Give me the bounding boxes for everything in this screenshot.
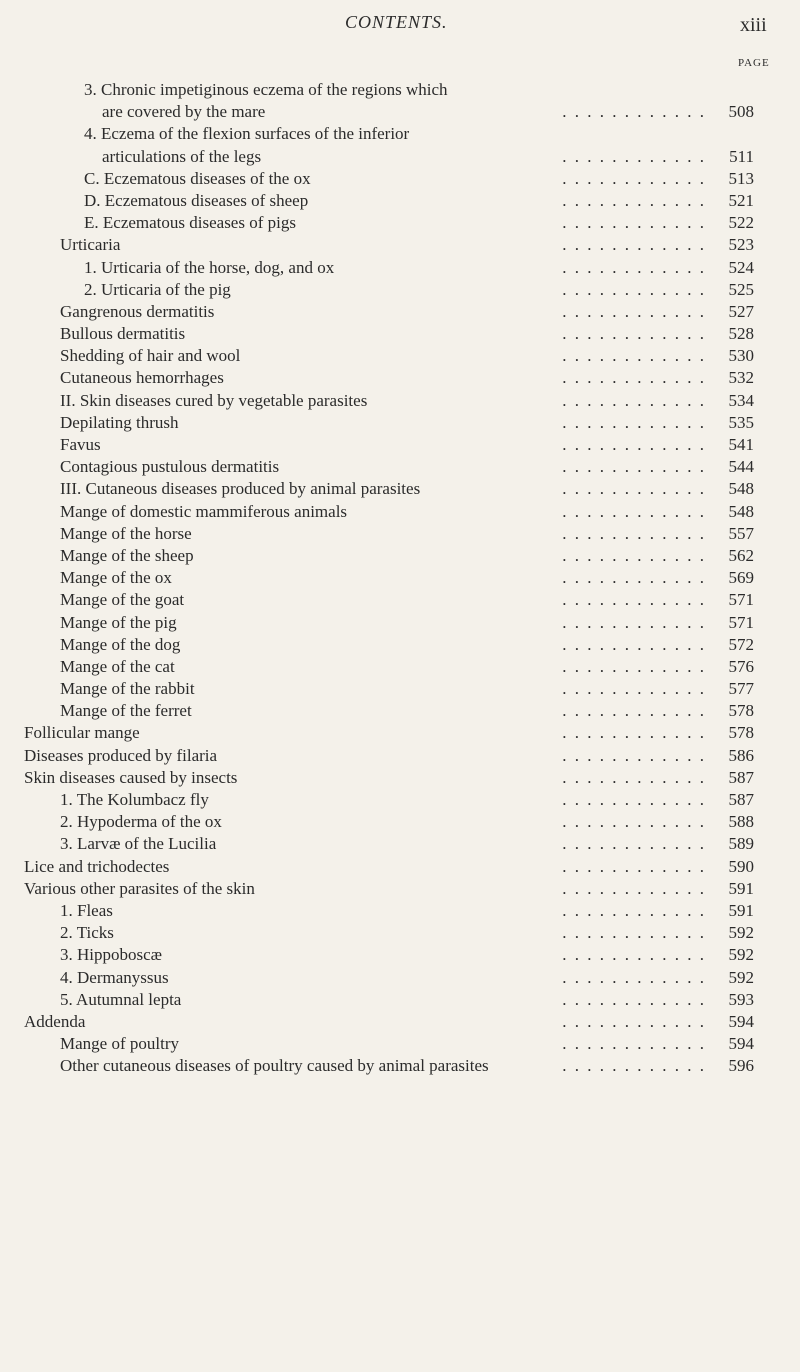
toc-entry-page: 569 (728, 568, 754, 588)
toc-entry (0, 146, 800, 168)
dot-leader: . . . . . . . . . . . . (562, 523, 706, 543)
dot-leader: . . . . . . . . . . . . (562, 279, 706, 299)
toc-entry-page: 571 (728, 612, 754, 632)
toc-entry-title: Mange of the rabbit (60, 679, 195, 699)
dot-leader: . . . . . . . . . . . . (562, 368, 706, 388)
toc-entry-title: Diseases produced by filaria (24, 745, 218, 765)
toc-entry (0, 767, 800, 789)
toc-entry-title: Various other parasites of the skin (24, 878, 255, 898)
toc-entry (0, 412, 800, 434)
toc-entry-page: 587 (728, 790, 754, 809)
dot-leader: . . . . . . . . . . . . (562, 745, 706, 765)
toc-entry-page: 541 (728, 435, 754, 454)
toc-entry (0, 234, 800, 256)
dot-leader: . . . . . . . . . . . . (562, 790, 706, 809)
toc-entry-title: Mange of the goat (60, 590, 185, 610)
toc-entry-page: 525 (728, 279, 754, 299)
dot-leader: . . . . . . . . . . . . (562, 1011, 706, 1031)
dot-leader: . . . . . . . . . . . . (562, 1034, 706, 1054)
toc-entry (0, 589, 800, 611)
toc-entry-page: 594 (728, 1034, 754, 1054)
toc-entry (0, 523, 800, 545)
toc-entry (0, 944, 800, 966)
dot-leader: . . . . . . . . . . . . (562, 235, 706, 255)
toc-entry-title: Follicular mange (24, 723, 140, 743)
toc-entry-page: 544 (728, 457, 754, 477)
dot-leader: . . . . . . . . . . . . (562, 1056, 706, 1076)
toc-entry (0, 257, 800, 279)
toc-entry (0, 101, 800, 123)
toc-entry-page: 578 (728, 701, 754, 721)
toc-entry (0, 1011, 800, 1033)
toc-entry-page: 548 (728, 479, 754, 499)
dot-leader: . . . . . . . . . . . . (562, 856, 706, 876)
toc-entry (0, 678, 800, 700)
dot-leader: . . . . . . . . . . . . (562, 501, 706, 521)
toc-entry-page: 596 (728, 1056, 754, 1076)
toc-entry-title: 3. Hippoboscæ (60, 945, 162, 965)
dot-leader: . . . . . . . . . . . . (562, 213, 706, 233)
toc-entry (0, 168, 800, 190)
toc-entry (0, 722, 800, 744)
dot-leader: . . . . . . . . . . . . (562, 967, 706, 987)
dot-leader: . . . . . . . . . . . . (562, 301, 706, 321)
dot-leader: . . . . . . . . . . . . (562, 435, 706, 454)
toc-entry-title: Lice and trichodectes (24, 856, 170, 876)
toc-entry-page: 586 (728, 745, 754, 765)
toc-entry-page: 508 (728, 102, 754, 122)
dot-leader: . . . . . . . . . . . . (562, 590, 706, 610)
toc-entry-title: 3. Chronic impetiginous eczema of the regions which (84, 80, 448, 99)
toc-entry-title: Mange of the pig (60, 612, 177, 632)
toc-entry-title: 1. Fleas (60, 900, 113, 920)
toc-entry-title: II. Skin diseases cured by vegetable parasites (60, 390, 368, 410)
toc-entry-page: 572 (728, 634, 754, 654)
toc-entry-page: 535 (728, 412, 754, 432)
toc-entry-title: Mange of the ferret (60, 701, 192, 721)
toc-entry-title: Shedding of hair and wool (60, 346, 241, 366)
toc-entry-page: 592 (728, 923, 754, 943)
toc-entry (0, 1055, 800, 1077)
toc-entry-title: Mange of domestic mammiferous animals (60, 501, 348, 521)
toc-entry-title: Mange of the sheep (60, 545, 194, 565)
toc-entry (0, 345, 800, 367)
toc-entry-title: Urticaria (60, 235, 121, 255)
toc-entry-page: 571 (728, 590, 754, 610)
dot-leader: . . . . . . . . . . . . (562, 102, 706, 122)
dot-leader: . . . . . . . . . . . . (562, 545, 706, 565)
toc-entry (0, 301, 800, 323)
dot-leader: . . . . . . . . . . . . (562, 812, 706, 832)
toc-entry (0, 478, 800, 500)
toc-entry-title: 1. Urticaria of the horse, dog, and ox (84, 257, 335, 277)
toc-entry-title: III. Cutaneous diseases produced by animal parasites (60, 479, 421, 499)
toc-entry-page: 523 (728, 235, 754, 255)
dot-leader: . . . . . . . . . . . . (562, 412, 706, 432)
dot-leader: . . . . . . . . . . . . (562, 257, 706, 277)
toc-entry-title: Addenda (24, 1011, 86, 1031)
dot-leader: . . . . . . . . . . . . (562, 878, 706, 898)
toc-entry-title: 2. Ticks (60, 923, 114, 943)
toc-entry (0, 700, 800, 722)
toc-entry-page: 589 (728, 834, 754, 854)
toc-entry-title: D. Eczematous diseases of sheep (84, 190, 309, 210)
toc-entry (0, 900, 800, 922)
toc-entry (0, 190, 800, 212)
toc-entry-page: 527 (728, 301, 754, 321)
toc-entry-page: 591 (728, 878, 754, 898)
toc-entry-page: 588 (728, 812, 754, 832)
toc-entry-title: Depilating thrush (60, 412, 179, 432)
dot-leader: . . . . . . . . . . . . (562, 457, 706, 477)
dot-leader: . . . . . . . . . . . . (562, 989, 706, 1009)
toc-entry (0, 323, 800, 345)
toc-entry-title: Bullous dermatitis (60, 324, 186, 344)
dot-leader: . . . . . . . . . . . . (562, 767, 706, 787)
toc-entry-title: Favus (60, 435, 101, 454)
toc-entry-title: are covered by the mare (102, 102, 266, 122)
dot-leader: . . . . . . . . . . . . (562, 479, 706, 499)
toc-entry (0, 1033, 800, 1055)
dot-leader: . . . . . . . . . . . . (562, 612, 706, 632)
toc-entry (0, 878, 800, 900)
toc-entry-page: 562 (728, 545, 754, 565)
toc-entry-page: 548 (728, 501, 754, 521)
toc-entry (0, 833, 800, 855)
dot-leader: . . . . . . . . . . . . (562, 900, 706, 920)
toc-entry-page: 592 (728, 945, 754, 965)
toc-entry-page: 592 (728, 967, 754, 987)
dot-leader: . . . . . . . . . . . . (562, 834, 706, 854)
toc-entry-title: Mange of the cat (60, 656, 175, 676)
toc-entry-title: 2. Urticaria of the pig (84, 279, 231, 299)
toc-entry-page: 594 (728, 1011, 754, 1031)
toc-entry-title: 2. Hypoderma of the ox (60, 812, 222, 832)
dot-leader: . . . . . . . . . . . . (562, 701, 706, 721)
toc-entry-title: Mange of the ox (60, 568, 172, 588)
toc-entry-page: 513 (728, 168, 754, 188)
toc-entry (0, 123, 800, 145)
dot-leader: . . . . . . . . . . . . (562, 346, 706, 366)
toc-entry-page: 577 (728, 679, 754, 699)
toc-entry-page: 532 (728, 368, 754, 388)
toc-entry (0, 545, 800, 567)
toc-entry-title: C. Eczematous diseases of the ox (84, 168, 311, 188)
toc-entry-title: 4. Dermanyssus (60, 967, 169, 987)
toc-entry-title: 5. Autumnal lepta (60, 989, 182, 1009)
toc-entry-page: 530 (728, 346, 754, 366)
toc-entry-title: Mange of the horse (60, 523, 192, 543)
toc-entry (0, 634, 800, 656)
page-number: xiii (740, 14, 767, 36)
dot-leader: . . . . . . . . . . . . (562, 723, 706, 743)
toc-entry-page: 590 (728, 856, 754, 876)
dot-leader: . . . . . . . . . . . . (562, 190, 706, 210)
toc-entry (0, 612, 800, 634)
toc-entry-title: Gangrenous dermatitis (60, 301, 215, 321)
toc-entry-page: 524 (728, 257, 754, 277)
toc-entry-title: Contagious pustulous dermatitis (60, 457, 280, 477)
toc-entry (0, 390, 800, 412)
toc-entry (0, 456, 800, 478)
toc-entry-title: Other cutaneous diseases of poultry caused by animal parasites (60, 1056, 489, 1076)
toc-entry-title: 3. Larvæ of the Lucilia (60, 834, 217, 854)
toc-entry-page: 534 (728, 390, 754, 410)
toc-entry (0, 79, 800, 101)
dot-leader: . . . . . . . . . . . . (562, 390, 706, 410)
toc-entry (0, 922, 800, 944)
toc-entry-title: Mange of poultry (60, 1034, 179, 1054)
toc-entry (0, 811, 800, 833)
toc-entry-title: articulations of the legs (102, 146, 262, 166)
toc-entry-page: 591 (728, 900, 754, 920)
dot-leader: . . . . . . . . . . . . (562, 146, 706, 166)
toc-entry (0, 856, 800, 878)
toc-entry (0, 501, 800, 523)
dot-leader: . . . . . . . . . . . . (562, 945, 706, 965)
toc-entry-page: 521 (728, 190, 754, 210)
toc-entry-title: E. Eczematous diseases of pigs (84, 213, 296, 233)
toc-entry-title: Cutaneous hemorrhages (60, 368, 224, 388)
toc-entry-page: 587 (728, 767, 754, 787)
toc-entry-page: 593 (728, 989, 754, 1009)
page-column-label: PAGE (738, 57, 770, 69)
toc-entry (0, 989, 800, 1011)
toc-entry (0, 789, 800, 811)
toc-entry (0, 745, 800, 767)
table-of-contents (0, 79, 800, 1077)
toc-entry-title: Mange of the dog (60, 634, 181, 654)
toc-entry (0, 212, 800, 234)
toc-entry (0, 567, 800, 589)
running-title: CONTENTS. (345, 12, 448, 32)
dot-leader: . . . . . . . . . . . . (562, 679, 706, 699)
dot-leader: . . . . . . . . . . . . (562, 634, 706, 654)
toc-entry-page: 578 (728, 723, 754, 743)
page-header (0, 12, 800, 42)
toc-entry-page: 576 (728, 656, 754, 676)
toc-entry (0, 367, 800, 389)
toc-entry (0, 656, 800, 678)
toc-entry-title: 1. The Kolumbacz fly (60, 790, 209, 809)
toc-entry-page: 511 (729, 146, 754, 166)
dot-leader: . . . . . . . . . . . . (562, 324, 706, 344)
dot-leader: . . . . . . . . . . . . (562, 168, 706, 188)
toc-entry-page: 528 (728, 324, 754, 344)
toc-entry-page: 522 (728, 213, 754, 233)
toc-entry (0, 279, 800, 301)
toc-entry-title: Skin diseases caused by insects (24, 767, 238, 787)
toc-entry (0, 967, 800, 989)
toc-entry (0, 434, 800, 456)
dot-leader: . . . . . . . . . . . . (562, 568, 706, 588)
toc-entry-title: 4. Eczema of the flexion surfaces of the inferior (84, 124, 410, 144)
toc-entry-page: 557 (728, 523, 754, 543)
dot-leader: . . . . . . . . . . . . (562, 923, 706, 943)
dot-leader: . . . . . . . . . . . . (562, 656, 706, 676)
